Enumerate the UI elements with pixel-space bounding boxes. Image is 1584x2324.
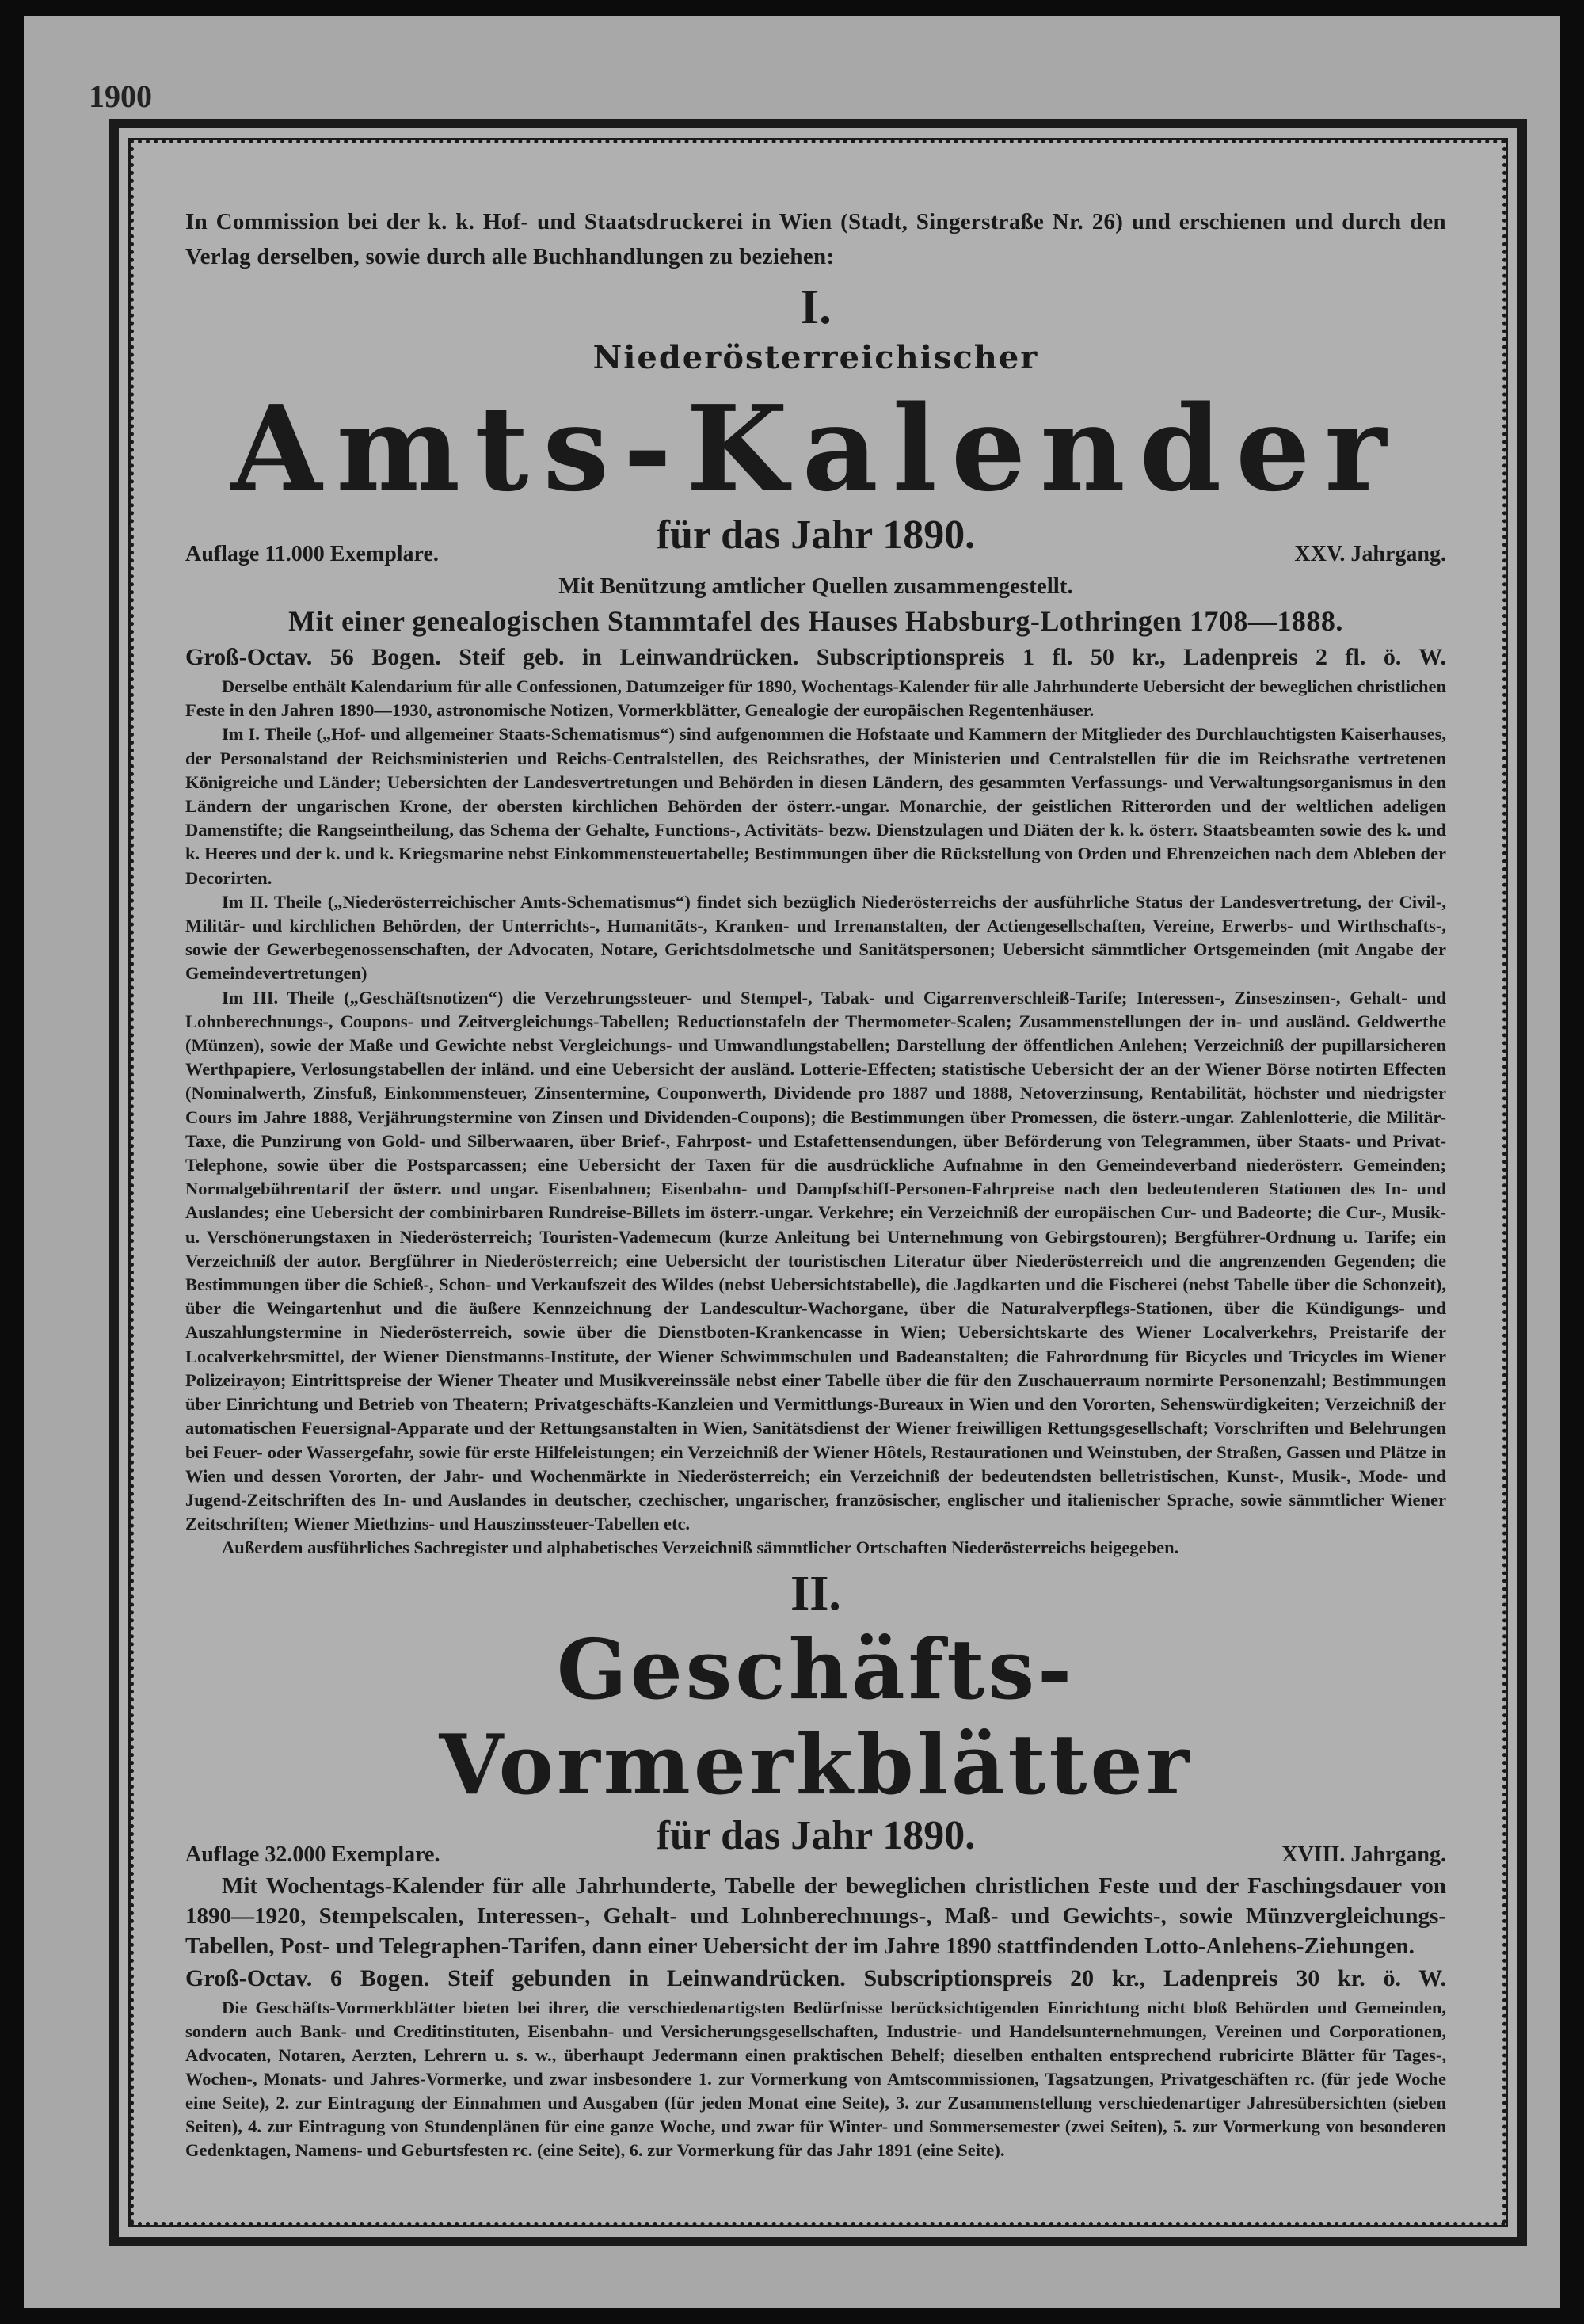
advertisement-content [185,204,1446,2162]
section1-pretitle: Niederösterreichischer [592,339,1039,376]
section2-volume: XVIII. Jahrgang. [1281,1842,1446,1867]
section2-price: Groß-Octav. 6 Bogen. Steif gebunden in Leinwandrücken. Subscriptionspreis 20 kr., Ladenpreis 30 kr. ö. W. [185,1964,1446,1991]
section2-summary [185,1871,1446,1961]
publisher-intro: In Commission bei der k. k. Hof- und Staatsdruckerei in Wien (Stadt, Singerstraße Nr. 26) und erschienen und durch den Verlag derselben, sowie durch alle Buchhandlungen zu beziehen: [185,209,1446,269]
paragraph: Die Geschäfts-Vormerkblätter bieten bei ihrer, die verschiedenartigsten Bedürfnisse berücksichtigenden Einrichtung nicht bloß Behörden und Gemeinden, sondern auch Bank- und Creditinstituten, Eisenbahn- und Versicherungsgesellschaften, Industrie- und Handelsunternehmungen, Vereinen und Corporationen, Advocaten, Notaren, Aerzten, Lehrern u. s. w., überhaupt Jedermann einen praktischen Behelf; dieselben enthalten entsprechend rubricirte Blätter für Tages-, Wochen-, Monats- und Jahres-Vormerke, und zwar insbesondere 1. zur Vormerkung von Amtscommissionen, Tagsatzungen, Privatgeschäften rc. (für jede Woche eine Seite), 2. zur Eintragung der Einnahmen und Ausgaben (für jeden Monat eine Seite), 3. zur Zusammenstellung verschiedenartiger Jahresübersichten (sieben Seiten), 4. zur Eintragung von Stundenplänen für eine ganze Woche, und zwar für Winter- und Sommersemester (zwei Seiten), 5. zur Vormerkung von besonderen Gedenktagen, Namens- und Geburtsfesten rc. (eine Seite), 6. zur Vormerkung für das Jahr 1891 (eine Seite). [185,1997,1446,2160]
paragraph: Im II. Theile („Niederösterreichischer Amts-Schematismus“) findet sich bezüglich Niederösterreichs der ausführliche Status der Landesvertretung, der Civil-, Militär- und kirchlichen Behörden, der Unterrichts-, Humanitäts-, Kranken- und Irrenanstalten, der Actiengesellschaften, Vereine, Erwerbs- und Wirthschafts-, sowie der Gewerbegenossenschaften, der Advocaten, Notare, Gerichtsdolmetsche und Sanitätspersonen; Uebersicht sämmtlicher Ortsgemeinden (mit Angabe der Gemeindevertretungen) [185,891,1446,984]
paragraph: Im III. Theile („Geschäftsnotizen“) die Verzehrungssteuer- und Stempel-, Tabak- und Cigarrenverschleiß-Tarife; Interessen-, Zinseszinsen-, Gehalt- und Lohnberechnungs-, Coupons- und Zeitvergleichungs-Tabellen; Reductionstafeln der Thermometer-Scalen; Zusammenstellungen der in- und ausländ. Geldwerthe (Münzen), sowie der Maße und Gewichte nebst Vergleichungs- und Umwandlungstabellen; Darstellung der öffentlichen Anlehen; Verzeichniß der pupillarsicheren Werthpapiere, Verlosungstabellen der inländ. und eine Uebersicht der ausländ. Lotterie-Effecten; statistische Uebersicht der an der Wiener Börse notirten Effecten (Nominalwerth, Zinsfuß, Einkommensteuer, Zinsentermine, Couponwerth, Dividende pro 1887 und 1888, Netoverzinsung, Rentabilität, höchster und niedrigster Cours im Jahre 1888, Verjährungstermine von Zinsen und Dividenden-Coupons); die Bestimmungen über Promessen, die österr.-ungar. Zahlenlotterie, die Militär-Taxe, die Punzirung von Gold- und Silberwaaren, über Brief-, Fahrpost- und Estafettensendungen, über Beförderung von Telegrammen, über Staats- und Privat-Telephone, sowie über die Postsparcassen; eine Uebersicht der Taxen für die ausdrückliche Aufnahme in den Gemeindeverband niederösterr. Gemeinden; Normalgebührentarif der österr. und ungar. Eisenbahnen; Eisenbahn- und Dampfschiff-Personen-Fahrpreise nach den bedeutenderen Stationen des In- und Auslandes; eine Uebersicht der combinirbaren Rundreise-Billets im österr.-ungar. Verkehre; ein Verzeichniß der europäischen Cur- und Badeorte; die Cur-, Musik- u. Verschönerungstaxen in Niederösterreich; Touristen-Vademecum (kurze Anleitung bei Unternehmung von Gebirgstouren); Bergführer-Ordnung u. Tarife; ein Verzeichniß der autor. Bergführer in Niederösterreich; eine Uebersicht der touristischen Literatur über Niederösterreich und die angrenzenden Gegenden; die Bestimmungen über die Schieß-, Schon- und Verkaufszeit des Wildes (nebst Uebersichtstabelle), die Jagdkarten und die Fischerei (nebst Tabelle über die Schonzeit), über die Weingartenhut und die äußere Kennzeichnung der Landescultur-Wachorgane, über die Naturalverpflegs-Stationen, über die Kündigungs- und Auszahlungstermine in Niederösterreich, sowie über die Dienstboten-Krankencasse in Wien; Uebersichtskarte des Wiener Localverkehrs, Preistarife der Localverkehrsmittel, der Wiener Dienstmanns-Institute, der Wiener Schwimmschulen und Badeanstalten; die Fahrordnung für Bicycles und Tricycles im Wiener Polizeirayon; Eintrittspreise der Wiener Theater und Musikvereinssäle nebst einer Tabelle über die für den Zuschauerraum normirte Personenzahl; Bestimmungen über Einrichtung und Betrieb von Theatern; Privatgeschäfts-Kanzleien und Vermittlungs-Bureaux in Wien und den Vororten, Sehenswürdigkeiten; Verzeichniß der automatischen Feuersignal-Apparate und der Rettungsanstalten in Wien, Sanitätsdienst der Wiener freiwilligen Rettungsgesellschaft; Vorschriften und Belehrungen bei Feuer- oder Wassergefahr, sowie für erste Hilfeleistungen; ein Verzeichniß der Wiener Hôtels, Restaurationen und Weinstuben, der Straßen, Gassen und Plätze in Wien und dessen Vororten, der Jahr- und Wochenmärkte in Niederösterreich; ein Verzeichniß der bedeutendsten belletristischen, Kunst-, Musik-, Mode- und Jugend-Zeitschriften des In- und Auslandes in deutscher, czechischer, ungarischer, französischer, englischer und italienischer Sprache, sowie sämmtlicher Wiener Zeitschriften; Wiener Miethzins- und Hauszinssteuer-Tabellen etc. [185,987,1446,1534]
paragraph: Außerdem ausführliches Sachregister und alphabetisches Verzeichniß sämmtlicher Ortschaften Niederösterreichs beigegeben. [222,1537,1179,1558]
section1-genealogy: Mit einer genealogischen Stammtafel des Hauses Habsburg-Lothringen 1708—1888. [288,605,1343,637]
section1-price: Groß-Octav. 56 Bogen. Steif geb. in Leinwandrücken. Subscriptionspreis 1 fl. 50 kr., Ladenpreis 2 fl. ö. W. [185,644,1446,670]
section1-edition: Auflage 11.000 Exemplare. [185,542,439,566]
section2-numeral: II. [790,1566,841,1621]
section1-year: für das Jahr 1890. [656,512,976,558]
page-number: 1900 [89,78,152,114]
section2-edition: Auflage 32.000 Exemplare. [185,1842,440,1867]
section1-title: Amts-Kalender [230,379,1401,517]
section2-year: für das Jahr 1890. [656,1812,976,1858]
section1-year-row [185,512,1446,570]
section2-description [185,1996,1446,2162]
paragraph: Im I. Theile („Hof- und allgemeiner Staats-Schematismus“) sind aufgenommen die Hofstaate und Kammern der Mitglieder des Durchlauchtigsten Kaiserhauses, der Personalstand der Reichsministerien und Reichs-Centralstellen, des Reichsrathes, der Ministerien und Centralstellen für die im Reichsrathe vertretenen Königreiche und Länder; Uebersichten der Landesvertretungen und Behörden in diesen Ländern, des gesammten Verfassungs- und Verwaltungsorganismus in den Ländern der ungarischen Krone, der obersten kirchlichen Behörden der österr.-ungar. Monarchie, der geistlichen Ritterorden und der weltlichen adeligen Damenstifte; die Rangseintheilung, das Schema der Gehalte, Functions-, Activitäts- bezw. Dienstzulagen und Diäten der k. k. österr. Staatsbeamten sowie des k. und k. Heeres und der k. und k. Kriegsmarine nebst Einkommensteuertabelle; Bestimmungen über die Rückstellung von Orden und Ehrenzeichen nach dem Ableben der Decorirten. [185,724,1446,888]
paragraph: Derselbe enthält Kalendarium für alle Confessionen, Datumzeiger für 1890, Wochentags-Kalender für alle Jahrhunderte Uebersicht der beweglichen christlichen Feste in den Jahren 1890—1930, astronomische Notizen, Vormerkblätter, Genealogie der europäischen Regentenhäuser. [185,676,1446,721]
section2-title: Geschäfts-Vormerkblätter [439,1620,1193,1813]
section1-description [185,675,1446,1560]
section2-year-row [185,1812,1446,1871]
section1-sources: Mit Benützung amtlicher Quellen zusammengestellt. [558,573,1073,599]
paragraph: Mit Wochentags-Kalender für alle Jahrhunderte, Tabelle der beweglichen christlichen Feste und der Faschingsdauer von 1890—1920, Stempelscalen, Interessen-, Gehalt- und Lohnberechnungs-, Maß- und Gewichts-, sowie Münzvergleichungs-Tabellen, Post- und Telegraphen-Tarifen, dann einer Uebersicht der im Jahre 1890 stattfindenden Lotto-Anlehens-Ziehungen. [185,1873,1446,1959]
section1-volume: XXV. Jahrgang. [1294,542,1446,566]
ornamental-border [109,119,1527,2246]
section1-numeral: I. [800,280,832,334]
scanned-page [24,16,1560,2308]
